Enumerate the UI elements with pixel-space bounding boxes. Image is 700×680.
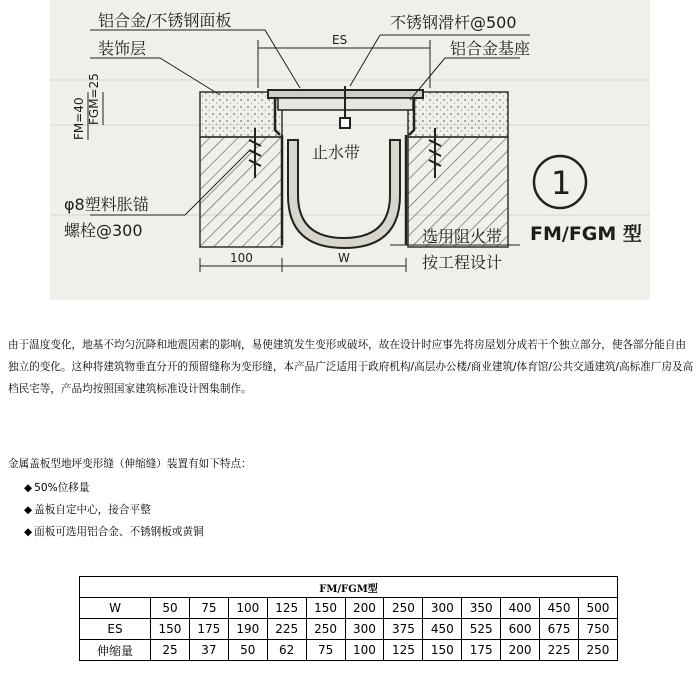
table-title-row xyxy=(80,577,618,598)
table-row xyxy=(80,640,618,661)
row-label-expansion: 伸缩量 xyxy=(80,640,151,661)
table-cell: 62 xyxy=(267,640,306,661)
table-cell: 350 xyxy=(462,598,501,619)
table-cell: 125 xyxy=(267,598,306,619)
feature-text: 面板可选用铝合金、不锈钢板或黄铜 xyxy=(34,526,204,538)
table-cell: 525 xyxy=(462,619,501,640)
table-cell: 150 xyxy=(423,640,462,661)
bullet-diamond-icon: ◆ xyxy=(24,504,33,516)
dim-w-label: W xyxy=(338,251,350,265)
feature-text: 50%位移量 xyxy=(34,482,90,494)
table-cell: 200 xyxy=(345,598,384,619)
table-cell: 375 xyxy=(384,619,423,640)
es-label: ES xyxy=(332,33,348,47)
spec-table xyxy=(79,576,618,661)
table-cell: 175 xyxy=(189,619,228,640)
table-cell: 300 xyxy=(345,619,384,640)
circle-number: 1 xyxy=(551,164,572,202)
table-cell: 37 xyxy=(189,640,228,661)
fire-label-line1: 选用阻火带 xyxy=(422,227,503,246)
table-cell: 100 xyxy=(228,598,267,619)
features-title: 金属盖板型地坪变形缝（伸缩缝）装置有如下特点： xyxy=(8,458,252,470)
drawing-canvas xyxy=(50,0,650,300)
expansion-joint-drawing xyxy=(50,0,650,300)
table-cell: 150 xyxy=(306,598,345,619)
table-cell: 300 xyxy=(423,598,462,619)
table-title: FM/FGM型 xyxy=(80,577,618,598)
table-cell: 50 xyxy=(151,598,190,619)
waterstop-label: 止水带 xyxy=(312,143,361,162)
panel-label: 铝合金/不锈钢面板 xyxy=(98,11,232,30)
table-cell: 600 xyxy=(501,619,540,640)
base-label: 铝合金基座 xyxy=(450,39,531,58)
table-cell: 400 xyxy=(501,598,540,619)
bullet-diamond-icon: ◆ xyxy=(24,526,33,538)
table-row xyxy=(80,598,618,619)
anchor-label-line1: φ8塑料胀锚 xyxy=(64,195,149,214)
feature-item xyxy=(24,502,151,517)
feature-text: 盖板自定中心，接合平整 xyxy=(34,504,151,516)
rod-label: 不锈钢滑杆@500 xyxy=(390,13,517,32)
table-cell: 50 xyxy=(228,640,267,661)
table-cell: 100 xyxy=(345,640,384,661)
table-cell: 25 xyxy=(151,640,190,661)
table-cell: 675 xyxy=(540,619,579,640)
table-cell: 250 xyxy=(306,619,345,640)
table-cell: 125 xyxy=(384,640,423,661)
table-cell: 500 xyxy=(578,598,617,619)
table-cell: 225 xyxy=(540,640,579,661)
row-label-es: ES xyxy=(80,619,151,640)
table-cell: 200 xyxy=(501,640,540,661)
fire-label-line2: 按工程设计 xyxy=(422,253,503,272)
model-label: FM/FGM 型 xyxy=(530,223,642,245)
table-cell: 190 xyxy=(228,619,267,640)
anchor-label-line2: 螺栓@300 xyxy=(64,221,143,240)
fm-label: FM=40 xyxy=(72,97,86,140)
table-cell: 75 xyxy=(189,598,228,619)
dim-100-label: 100 xyxy=(230,251,253,265)
table-cell: 750 xyxy=(578,619,617,640)
table-cell: 450 xyxy=(423,619,462,640)
table-cell: 75 xyxy=(306,640,345,661)
concrete-slab-right xyxy=(408,92,508,247)
table-cell: 175 xyxy=(462,640,501,661)
feature-item xyxy=(24,480,89,495)
table-cell: 250 xyxy=(384,598,423,619)
table-cell: 250 xyxy=(578,640,617,661)
es-dimension xyxy=(258,40,430,88)
fgm-label: FGM=25 xyxy=(87,73,101,125)
feature-item xyxy=(24,524,204,539)
finish-layer-label: 装饰层 xyxy=(98,39,147,58)
concrete-slab-left xyxy=(200,92,282,247)
bullet-diamond-icon: ◆ xyxy=(24,482,33,494)
table-row xyxy=(80,619,618,640)
table-cell: 450 xyxy=(540,598,579,619)
intro-paragraph: 由于温度变化，地基不均匀沉降和地震因素的影响，易使建筑发生变形或破坏，故在设计时应事先将房屋划分成若干个独立部分，使各部分能自由独立的变化。这种将建筑物垂直分开的预留缝称为变形缝，本产品广泛适用于政府机构/高层办公楼/商业建筑/体育馆/公共交通建筑/高标准厂房及高档民宅等，产品均按照国家建筑标准设计图集制作。 xyxy=(8,339,694,395)
row-label-w: W xyxy=(80,598,151,619)
table-cell: 150 xyxy=(151,619,190,640)
table-cell: 225 xyxy=(267,619,306,640)
